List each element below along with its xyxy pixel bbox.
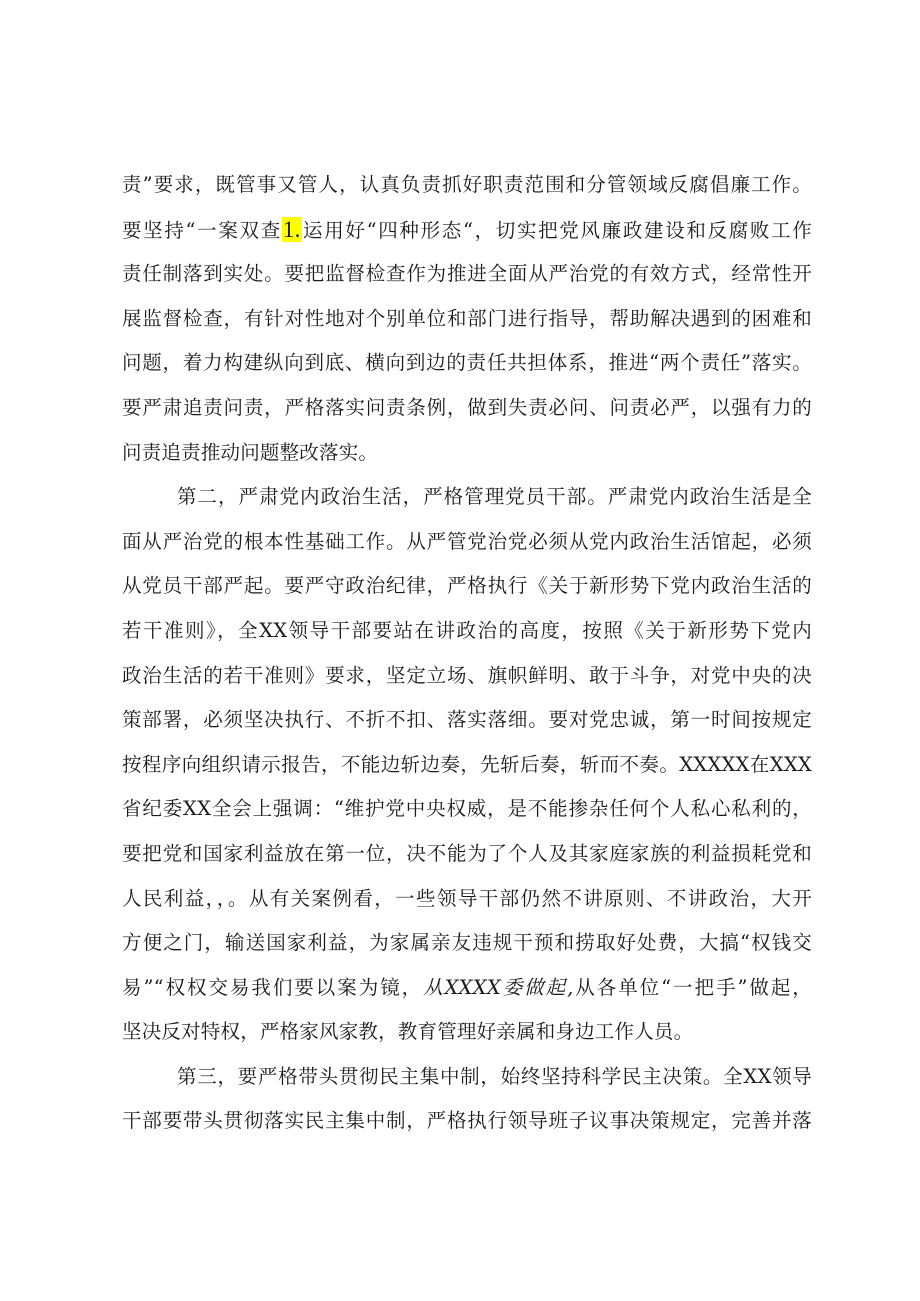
text-line bbox=[122, 431, 812, 476]
line-text: 要把党和国家利益放在第一位，决不能为了个人及其家庭家族的利益损耗党和 bbox=[122, 841, 812, 865]
text-line bbox=[122, 1010, 812, 1055]
text-line bbox=[122, 163, 812, 208]
text-line bbox=[122, 520, 812, 565]
line-text: 方便之门，输送国家利益，为家属亲友违规干预和捞取好处费，大搞“权钱交 bbox=[122, 931, 812, 955]
line-text: 按程序向组织请示报告，不能边斩边奏，先斩后奏，斩而不奏。XXXXX在XXX bbox=[122, 752, 812, 776]
text-line bbox=[122, 208, 812, 253]
text-line bbox=[122, 654, 812, 699]
text-line bbox=[122, 787, 812, 832]
line-text: 第三，要严格带头贯彻民主集中制，始终坚持科学民主决策。全XX领导 bbox=[177, 1064, 812, 1088]
highlighted-text: 1. bbox=[282, 216, 301, 242]
text-line bbox=[122, 475, 812, 520]
line-text: 策部署，必须坚决执行、不折不扣、落实落细。要对党忠诚，第一时间按规定 bbox=[122, 708, 812, 732]
text-line bbox=[122, 966, 812, 1011]
text-line bbox=[122, 386, 812, 431]
text-line bbox=[122, 609, 812, 654]
line-text: 责”要求，既管事又管人，认真负责抓好职责范围和分管领域反腐倡廉工作。 bbox=[122, 173, 812, 196]
line-text: 面从严治党的根本性基础工作。从严管党治党必须从党内政治生活馆起，必须 bbox=[122, 529, 812, 553]
text-line bbox=[122, 698, 812, 743]
text-line bbox=[122, 1055, 812, 1100]
text-line bbox=[122, 297, 812, 342]
line-text: 政治生活的若干准则》要求，坚定立场、旗帜鲜明、敢于斗争，对党中央的决 bbox=[122, 663, 812, 687]
text-line bbox=[122, 1099, 812, 1144]
text-line bbox=[122, 832, 812, 877]
line-segment: 要坚持“一案双查 bbox=[122, 218, 282, 242]
text-line bbox=[122, 341, 812, 386]
line-text: 第二，严肃党内政治生活，严格管理党员干部。严肃党内政治生活是全 bbox=[177, 485, 812, 509]
italic-text: 从XXXX委做起, bbox=[423, 975, 574, 999]
text-line bbox=[122, 564, 812, 609]
line-segment: 易”“权权交易我们要以案为镜， bbox=[122, 975, 424, 999]
line-text: 问责追责推动问题整改落实。 bbox=[122, 440, 379, 464]
line-segment: 从各单位“一把手”做起， bbox=[573, 975, 813, 999]
line-text: 责任制落到实处。要把监督检查作为推进全面从严治党的有效方式，经常性开 bbox=[122, 262, 812, 286]
text-line bbox=[122, 743, 812, 788]
line-text: 从党员干部严起。要严守政治纪律，严格执行《关于新形势下党内政治生活的 bbox=[122, 574, 812, 598]
line-text bbox=[122, 208, 812, 254]
text-line bbox=[122, 877, 812, 922]
line-segment: 运用好“四种形态“，切实把党风廉政建设和反腐败工作 bbox=[301, 218, 812, 242]
line-text bbox=[122, 966, 812, 1011]
line-text: 若干准则》，全XX领导干部要站在讲政治的高度，按照《关于新形势下党内 bbox=[122, 618, 812, 642]
line-text: 问题，着力构建纵向到底、横向到边的责任共担体系，推进“两个责任”落实。 bbox=[122, 351, 812, 375]
line-text: 坚决反对特权，严格家风家教，教育管理好亲属和身边工作人员。 bbox=[122, 1020, 694, 1044]
text-line bbox=[122, 252, 812, 297]
line-text: 干部要带头贯彻落实民主集中制，严格执行领导班子议事决策规定，完善并落 bbox=[122, 1109, 812, 1133]
line-text: 省纪委XX全会上强调：“维护党中央权威，是不能掺杂任何个人私心私利的， bbox=[122, 797, 812, 821]
line-text: 展监督检查，有针对性地对个别单位和部门进行指导，帮助解决遇到的困难和 bbox=[122, 306, 812, 330]
text-line bbox=[122, 921, 812, 966]
line-text: 要严肃追责问责，严格落实问责条例，做到失责必问、问责必严，以强有力的 bbox=[122, 395, 812, 419]
document-body bbox=[122, 163, 812, 1144]
line-text: 人民利益，，。从有关案例看，一些领导干部仍然不讲原则、不讲政治，大开 bbox=[122, 886, 812, 910]
